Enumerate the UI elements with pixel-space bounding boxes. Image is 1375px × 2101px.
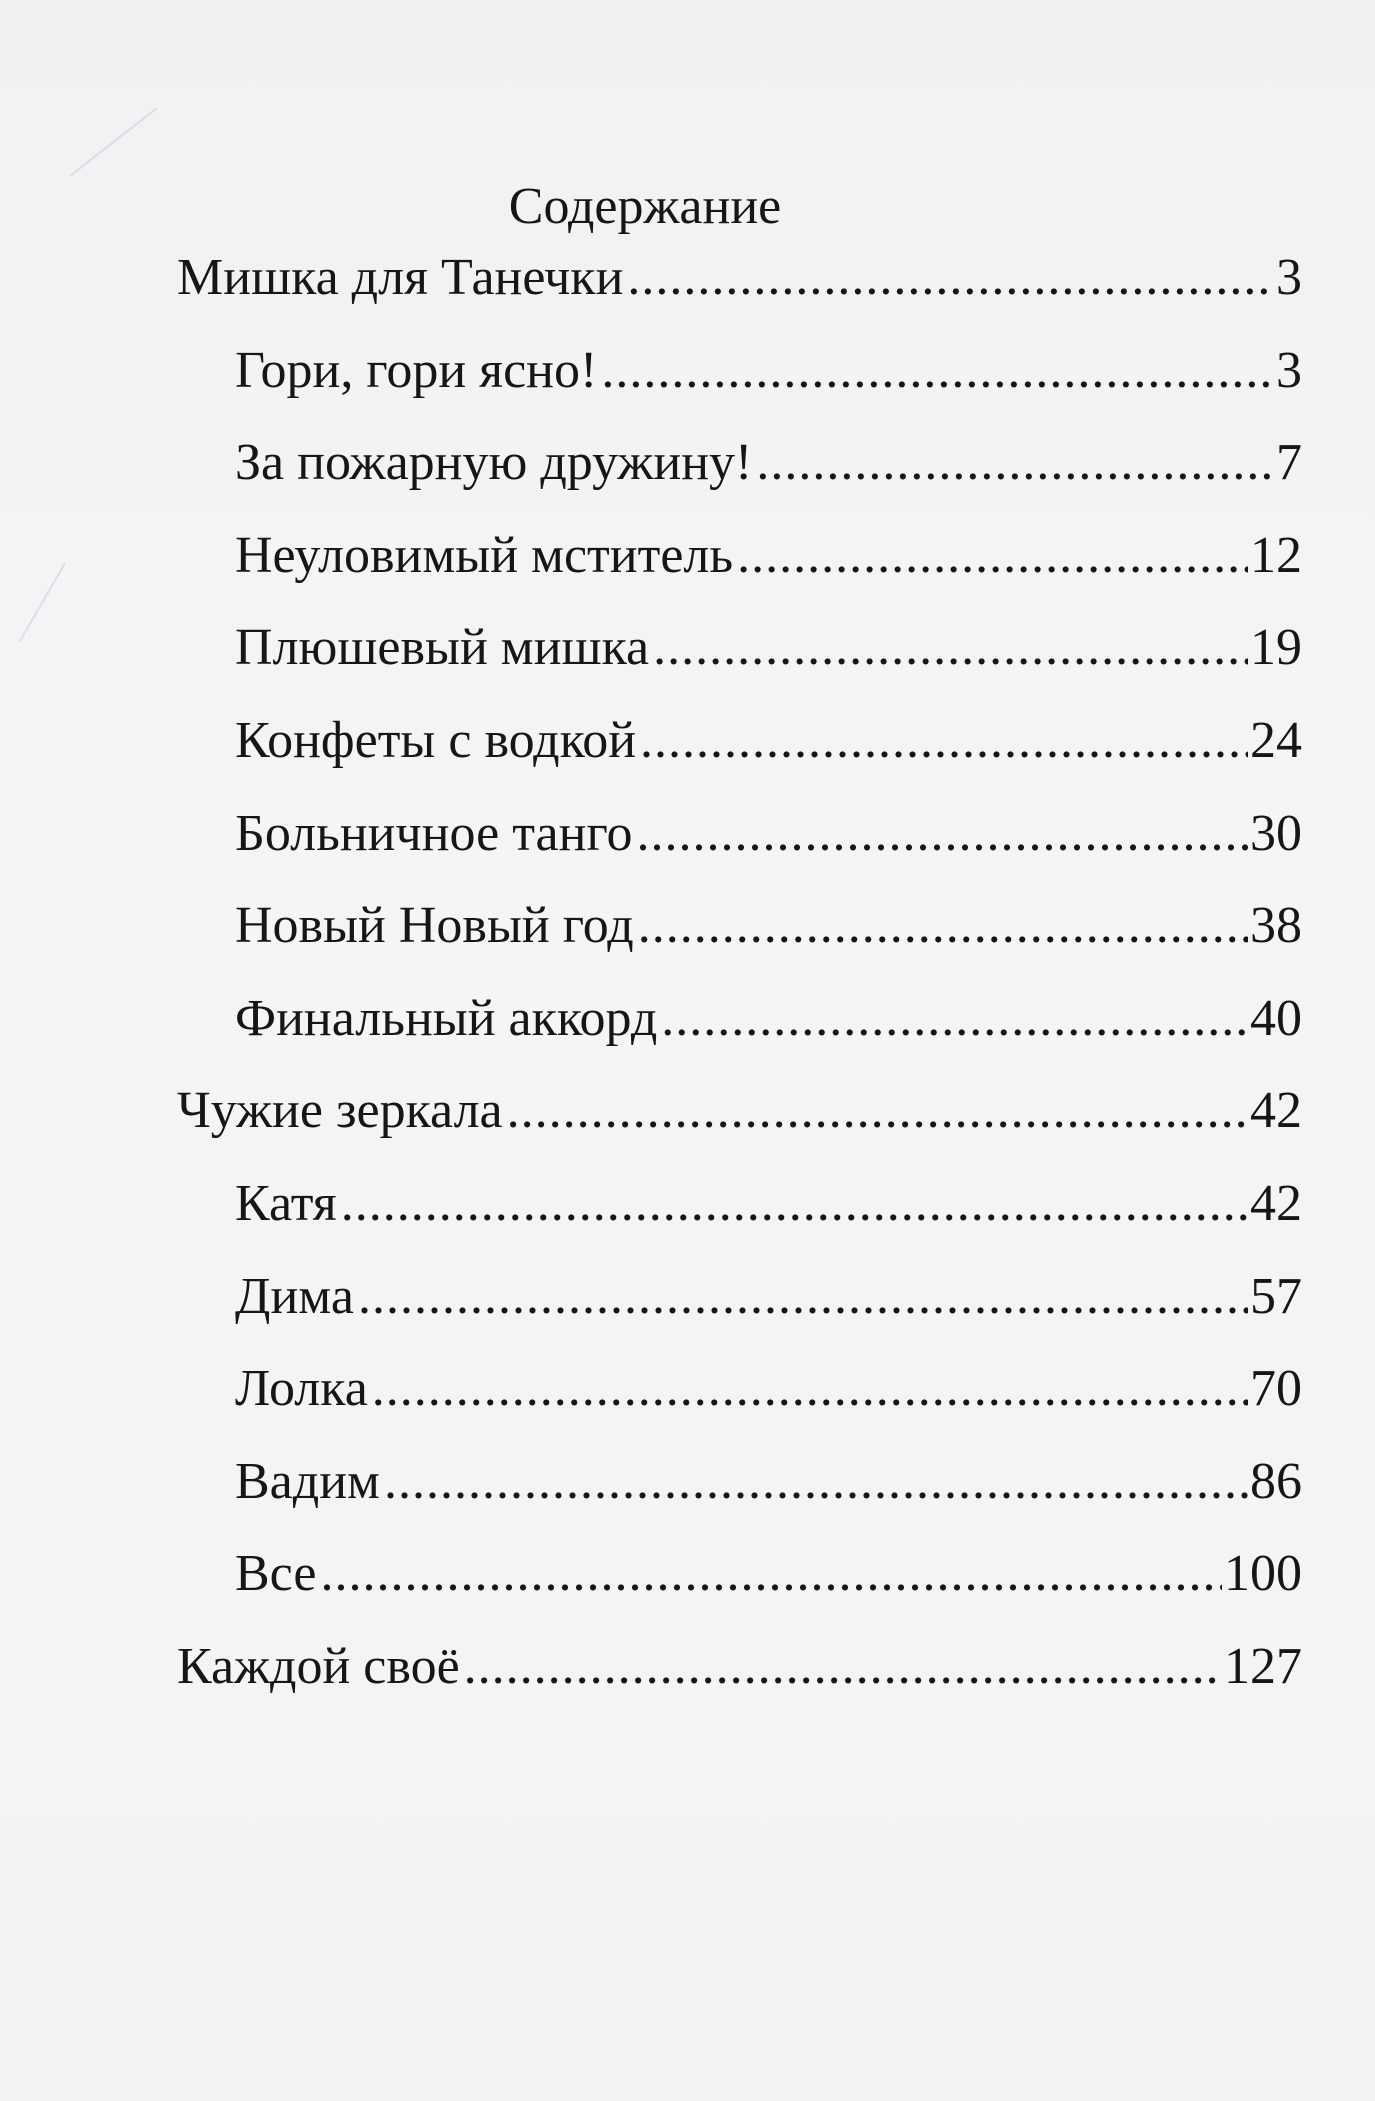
toc-dot-leader [372,1353,1248,1425]
toc-entry-title: Конфеты с водкой [235,711,637,769]
toc-page-number: 19 [1250,619,1302,677]
toc-entry[interactable] [0,1446,1375,1539]
toc-dot-leader [320,1538,1222,1610]
toc-page-number: 30 [1250,804,1302,862]
toc-page-number: 70 [1250,1360,1302,1418]
toc-entry[interactable] [0,242,1375,335]
toc-dot-leader [737,520,1248,592]
toc-entry[interactable] [0,1631,1375,1724]
toc-entry-title: Неуловимый мститель [235,526,734,584]
toc-dot-leader [507,1075,1248,1147]
toc-dot-leader [638,890,1248,962]
toc-page-number: 57 [1250,1267,1302,1325]
toc-entry[interactable] [0,705,1375,798]
toc-page-number: 3 [1276,249,1302,306]
toc-entry[interactable] [0,427,1375,520]
toc-dot-leader [341,1168,1248,1240]
toc-entry[interactable] [0,983,1375,1076]
toc-entry-title: Чужие зеркала [177,1082,503,1140]
toc-page-number: 100 [1224,1545,1302,1603]
paper-scratch [69,107,157,176]
toc-dot-leader [601,335,1274,407]
toc-dot-leader [464,1631,1222,1703]
toc-page-number: 12 [1250,526,1302,584]
toc-entry-title: Плюшевый мишка [235,619,650,677]
toc-page-number: 40 [1250,989,1302,1047]
toc-entry[interactable] [0,1261,1375,1354]
toc-entry-title: Новый Новый год [235,897,634,955]
toc-entry[interactable] [0,612,1375,705]
toc-page-number: 3 [1276,341,1302,399]
toc-entry[interactable] [0,1538,1375,1631]
toc-list [0,242,1375,1724]
toc-entry[interactable] [0,335,1375,428]
toc-dot-leader [640,705,1248,777]
toc-entry-title: Больничное танго [235,804,633,862]
toc-entry-title: Катя [235,1174,337,1232]
toc-dot-leader [653,612,1248,684]
toc-page-number: 42 [1250,1174,1302,1232]
toc-page-number: 127 [1224,1637,1302,1695]
toc-entry[interactable] [0,798,1375,891]
toc-entry[interactable] [0,1168,1375,1261]
toc-dot-leader [358,1261,1248,1333]
toc-dot-leader [627,242,1274,314]
toc-entry-title: За пожарную дружину! [235,434,753,492]
toc-page-number: 86 [1250,1452,1302,1510]
toc-page-number: 38 [1250,897,1302,955]
toc-entry-title: Дима [235,1267,354,1325]
toc-entry-title: Лолка [235,1360,368,1418]
toc-entry-title: Каждой своё [177,1637,460,1695]
toc-entry-title: Все [235,1545,317,1603]
toc-entry-title: Финальный аккорд [235,989,658,1047]
toc-entry-title: Вадим [235,1452,380,1510]
toc-page-number: 7 [1276,434,1302,492]
toc-title: Содержание [508,178,782,235]
toc-dot-leader [661,983,1248,1055]
toc-dot-leader [756,427,1274,499]
toc-dot-leader [637,798,1249,870]
toc-dot-leader [384,1446,1248,1518]
toc-entry[interactable] [0,520,1375,613]
toc-page-number: 24 [1250,711,1302,769]
toc-entry-title: Гори, гори ясно! [235,341,598,399]
toc-entry-title: Мишка для Танечки [177,249,624,306]
toc-entry[interactable] [0,1353,1375,1446]
toc-page-number: 42 [1250,1082,1302,1140]
toc-entry[interactable] [0,1075,1375,1168]
toc-entry[interactable] [0,890,1375,983]
